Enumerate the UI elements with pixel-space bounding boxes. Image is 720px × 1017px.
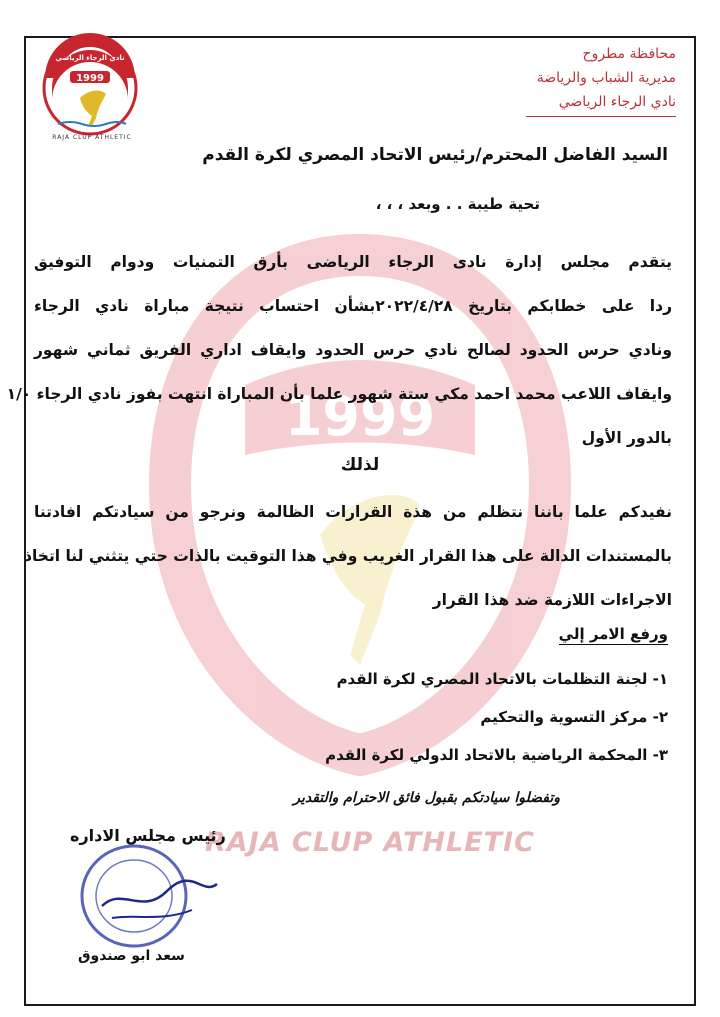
watermark-club-name: RAJA CLUP ATHLETIC [205, 827, 535, 858]
letterhead [476, 42, 676, 117]
logo-caption: RAJA CLUP ATHLETIC [52, 134, 132, 141]
greeting: تحية طيبة . . وبعد ، ، ، [375, 195, 540, 213]
logo-ring-text: نادي الرجاء الرياضي [55, 54, 125, 62]
escalation-label: ورفع الامر إلي [558, 625, 668, 643]
logo-year: 1999 [76, 73, 104, 84]
watermark-year: 1999 [284, 385, 436, 448]
body-line: نفيدكم علما باننا نتظلم من هذة القرارات الظالمة ونرجو من سيادتكم افادتنا [34, 503, 672, 521]
letter-body-second [24, 490, 672, 622]
recipient-list [325, 660, 668, 774]
body-line: الاجراءات اللازمة ضد هذا القرار [432, 591, 672, 609]
body-line: ونادي حرس الحدود لصالح نادي حرس الحدود وايقاف اداري الفريق ثماني شهور [34, 341, 672, 359]
list-item: ٢- مركز التسوية والتحكيم [480, 708, 668, 726]
governorate-label: محافظة مطروح [582, 46, 676, 62]
list-item: ١- لجنة التظلمات بالاتحاد المصري لكرة القدم [336, 670, 668, 688]
club-label: نادي الرجاء الرياضي [558, 94, 676, 110]
club-logo [40, 38, 140, 138]
body-line: يتقدم مجلس إدارة نادى الرجاء الرياضى بأرق التمنيات ودوام التوفيق [34, 253, 672, 271]
therefore-heading: لذلك [340, 455, 380, 475]
body-line: ردا على خطابكم بتاريخ ٢٠٢٢/٤/٢٨بشأن احتساب نتيجة مباراة نادي الرجاء [34, 297, 672, 315]
directorate-label: مديرية الشباب والرياضة [536, 70, 676, 86]
official-stamp [72, 836, 222, 956]
letter-body [6, 240, 672, 460]
body-line: بالمستندات الدالة على هذا القرار الغريب وفي هذا التوقيت بالذات حتي يتثني لنا اتخاذ [24, 547, 672, 565]
list-item: ٣- المحكمة الرياضية بالاتحاد الدولي لكرة القدم [325, 746, 668, 764]
addressee: السيد الفاضل المحترم/رئيس الاتحاد المصري لكرة القدم [202, 145, 668, 165]
header-underline [526, 116, 676, 117]
signature-title: رئيس مجلس الاداره [70, 826, 226, 845]
closing-line: وتفضلوا سيادتكم بقبول فائق الاحترام والتقدير [293, 790, 560, 806]
signatory-name: سعد ابو صندوق [78, 948, 185, 964]
body-line: وايقاف اللاعب محمد احمد مكي ستة شهور علما بأن المباراة انتهت بفوز نادي الرجاء ١/٠ [6, 385, 672, 403]
body-line: بالدور الأول [581, 429, 672, 447]
